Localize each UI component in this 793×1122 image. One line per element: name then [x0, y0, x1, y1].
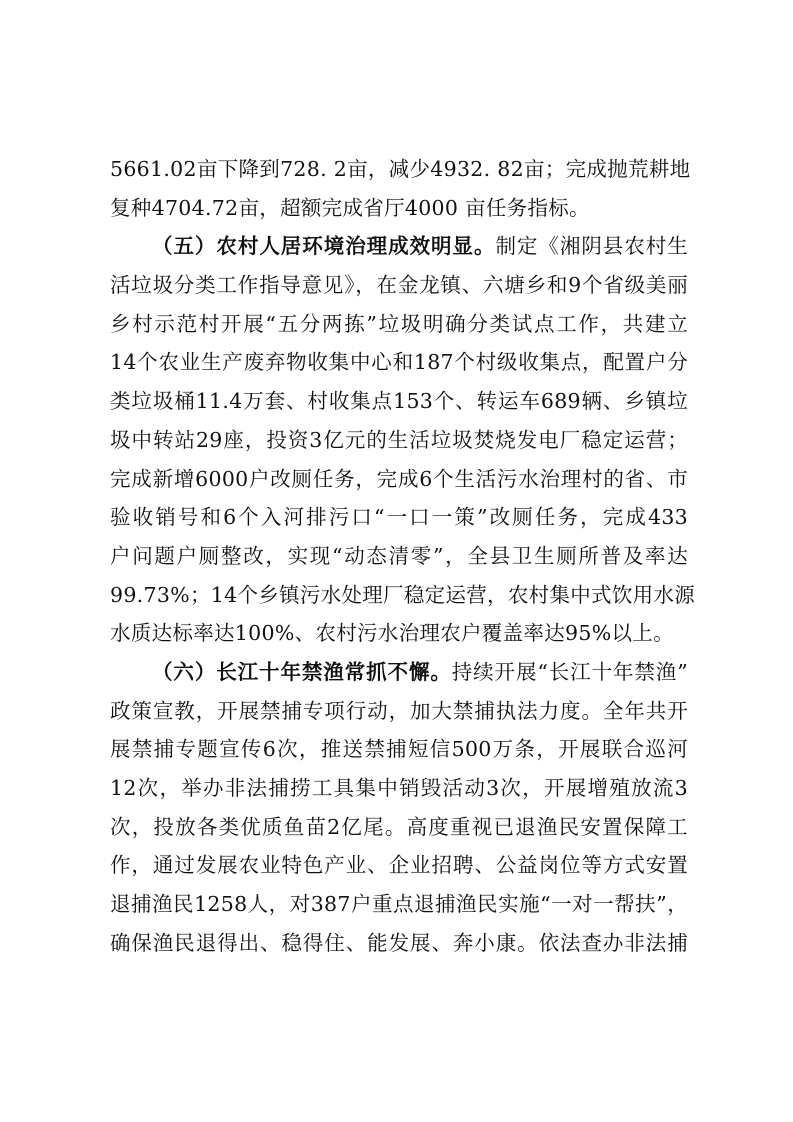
text-line: 验收销号和6个入河排污口“一口一策”改厕任务，完成433 [110, 505, 688, 530]
paragraph-rural-environment [110, 227, 696, 653]
section-heading-five: （五）农村人居环境治理成效明显。 [152, 234, 496, 259]
text-run: 持续开展“长江十年禁渔” [451, 659, 688, 684]
section-heading-six: （六）长江十年禁渔常抓不懈。 [152, 659, 452, 684]
text-line [110, 653, 688, 692]
text-line: 户问题户厕整改，实现“动态清零”，全县卫生厕所普及率达 [110, 543, 688, 568]
text-line: 14个农业生产废弃物收集中心和187个村级收集点，配置户分 [110, 350, 688, 375]
text-line: 作，通过发展农业特色产业、企业招聘、公益岗位等方式安置 [110, 853, 688, 878]
text-line: 完成新增6000户改厕任务，完成6个生活污水治理村的省、市 [110, 466, 688, 491]
text-line: 12次，举办非法捕捞工具集中销毁活动3次，开展增殖放流3 [110, 776, 688, 800]
text-line: 圾中转站29座，投资3亿元的生活垃圾焚烧发电厂稳定运营； [110, 427, 688, 452]
text-line: 次，投放各类优质鱼苗2亿尾。高度重视已退渔民安置保障工 [110, 814, 688, 839]
text-line: 复种4704.72亩，超额完成省厅4000 亩任务指标。 [110, 195, 590, 220]
text-line: 99.73%；14个乡镇污水处理厂稳定运营，农村集中式饮用水源 [110, 582, 696, 607]
text-line: 乡村示范村开展“五分两拣”垃圾明确分类试点工作，共建立 [110, 311, 688, 336]
text-line: 确保渔民退得出、稳得住、能发展、奔小康。依法查办非法捕 [110, 930, 688, 955]
text-line: 水质达标率达100%、农村污水治理农户覆盖率达95%以上。 [110, 621, 674, 646]
text-line: 活垃圾分类工作指导意见》，在金龙镇、六塘乡和9个省级美丽 [110, 273, 688, 298]
text-line: 类垃圾桶11.4万套、村收集点153个、转运车689辆、乡镇垃 [110, 389, 688, 414]
text-line: 政策宣教，开展禁捕专项行动，加大禁捕执法力度。全年共开 [110, 698, 688, 723]
paragraph-continuation [110, 150, 691, 227]
text-run: 制定《湘阴县农村生 [495, 234, 688, 259]
text-line: 退捕渔民1258人，对387户重点退捕渔民实施“一对一帮扶”， [110, 892, 688, 917]
text-line: 5661.02亩下降到728. 2亩，减少4932. 82亩；完成抛荒耕地 [110, 157, 691, 181]
paragraph-yangtze-fishing-ban [110, 653, 688, 963]
document-body [110, 150, 696, 962]
text-line: 展禁捕专题宣传6次，推送禁捕短信500万条，开展联合巡河 [110, 737, 688, 762]
text-line [110, 227, 688, 266]
